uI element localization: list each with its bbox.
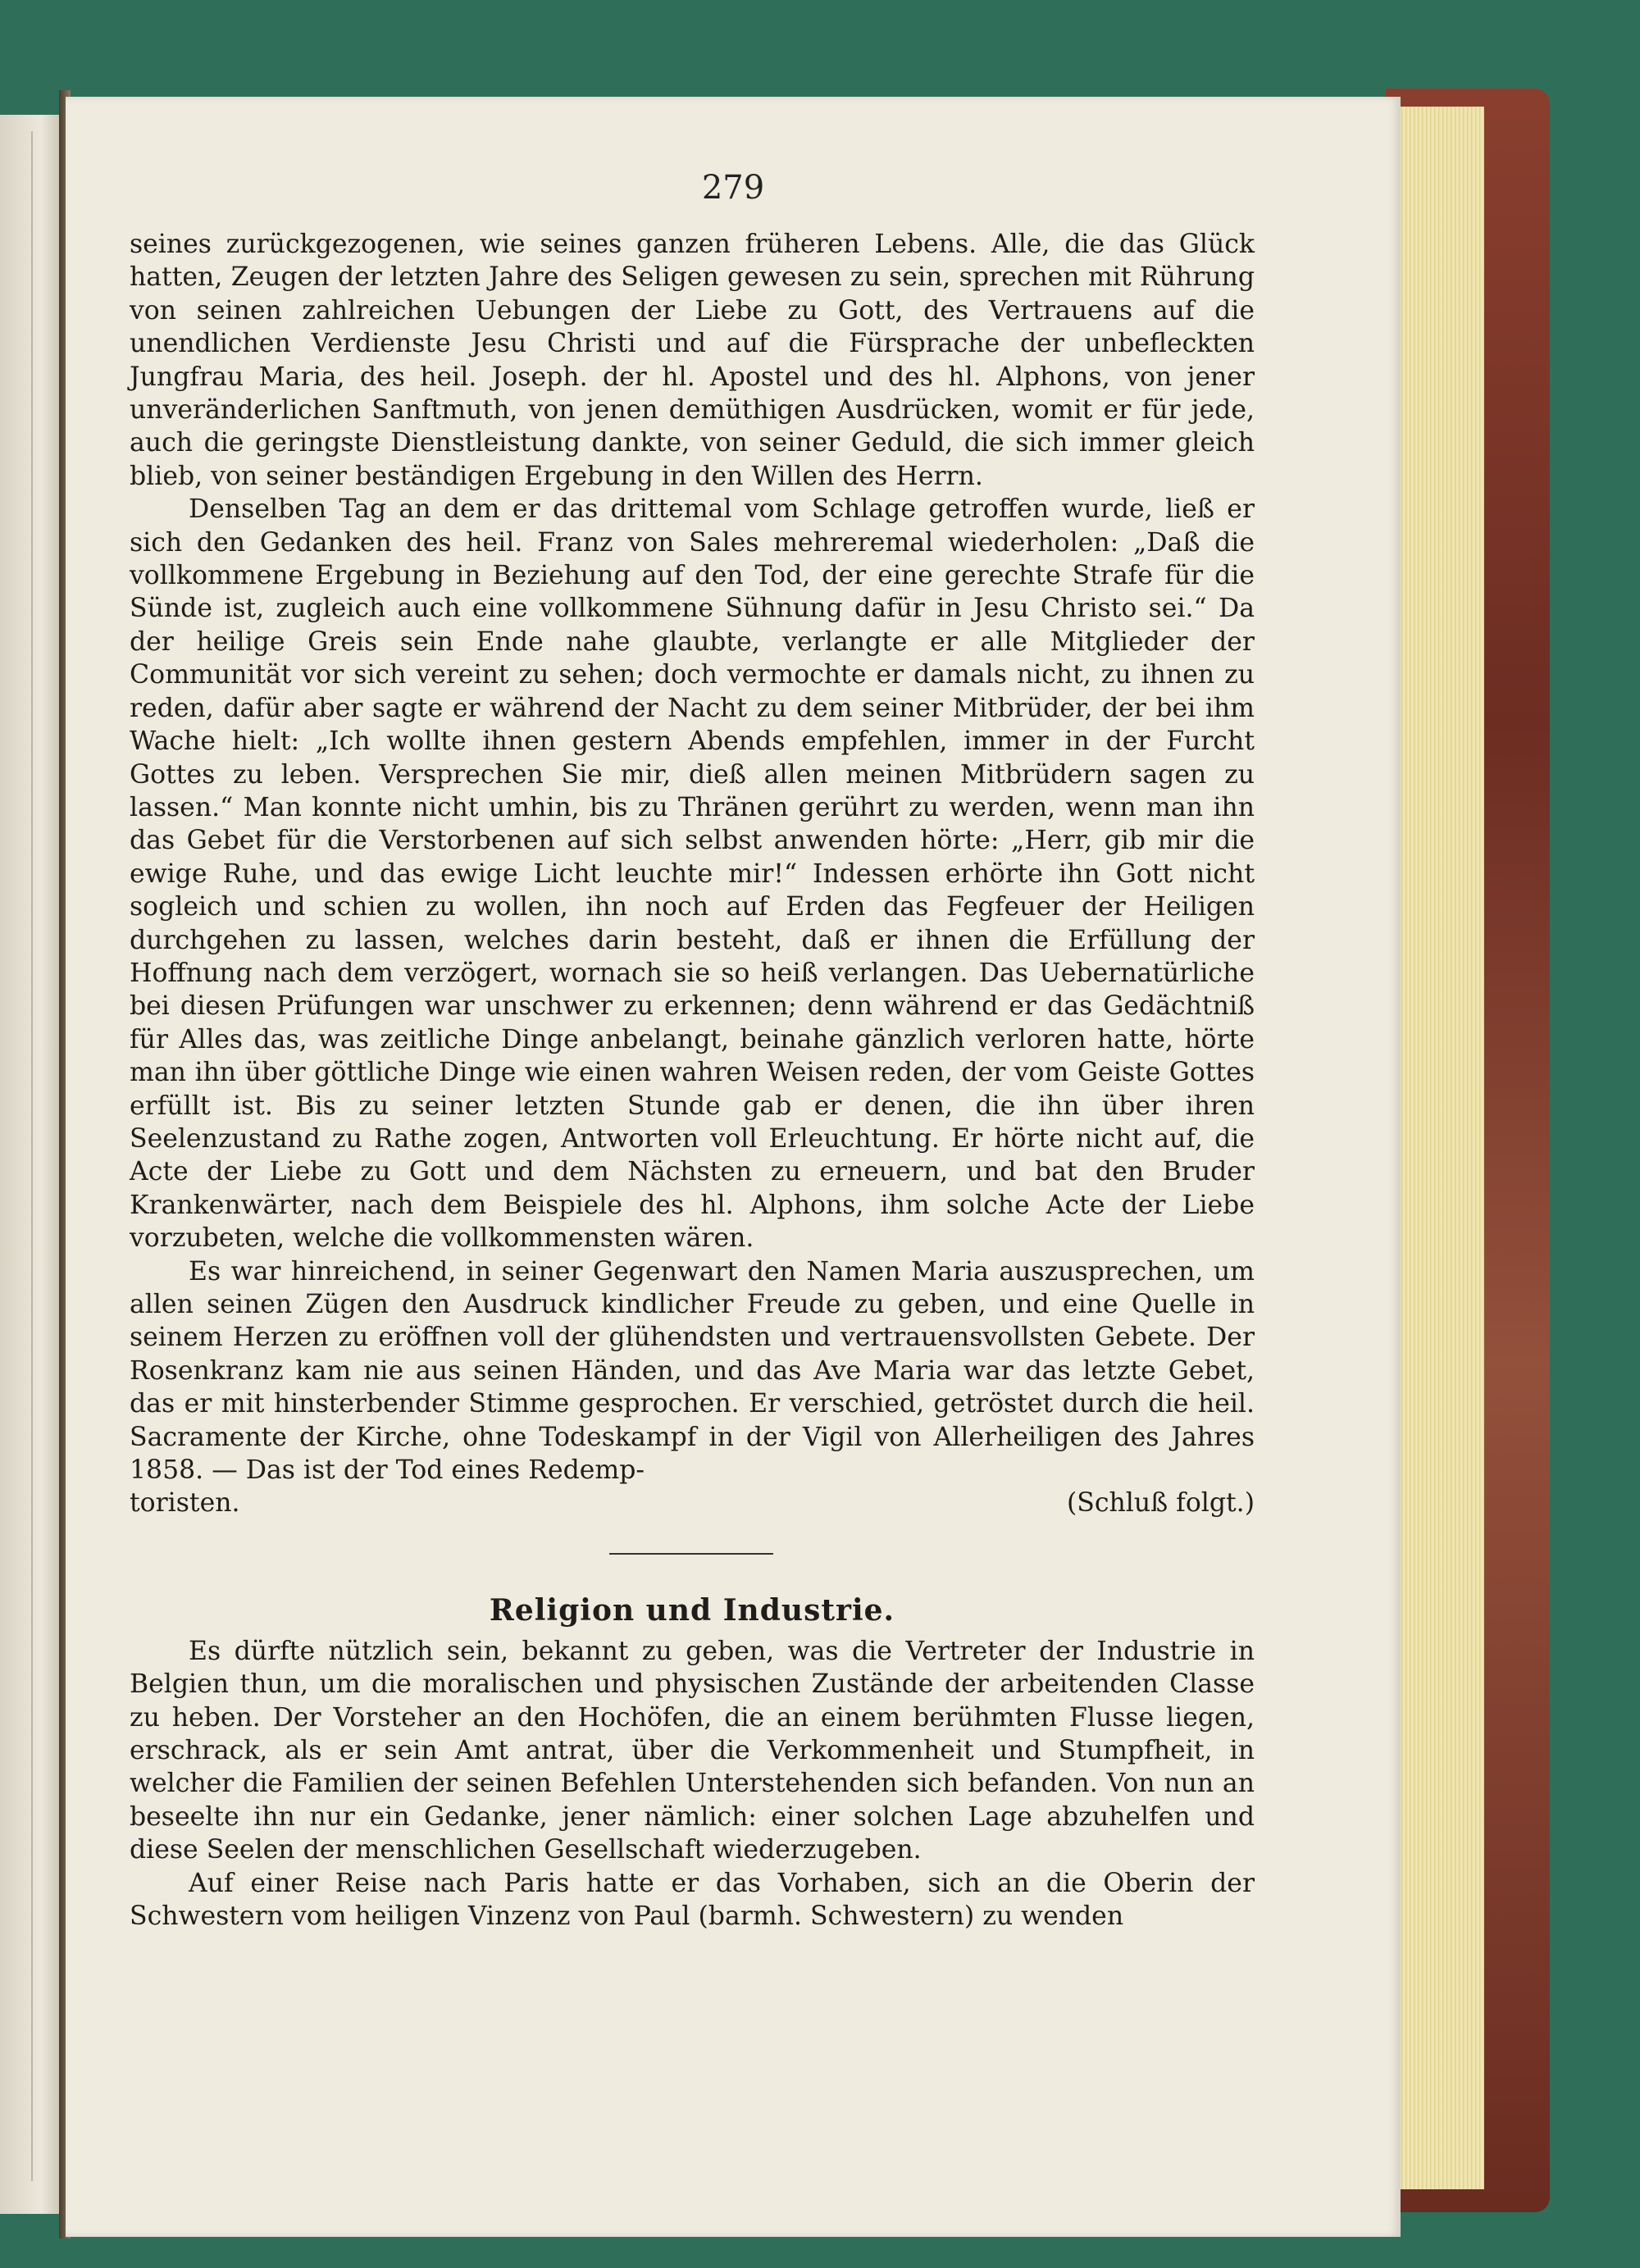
book-page — [66, 97, 1401, 2237]
section-divider — [609, 1553, 773, 1555]
continuation-note: (Schluß folgt.) — [1066, 1488, 1255, 1519]
section-heading: Religion und Industrie. — [489, 1592, 895, 1628]
section-divider-wrap — [130, 1520, 1255, 1586]
paragraph: Es war hinreichend, in seiner Gegenwart den Namen Maria auszusprechen, um allen seinen Zügen den Ausdruck kindlicher Freude zu geben, und eine Quelle in seinem Herzen zu eröffnen voll der glühendsten und vertrauensvollsten Gebete. Der Rosenkranz kam nie aus seinen Händen, und das Ave Maria war das letzte Gebet, das er mit hinsterbender Stimme gesprochen. Er verschied, getröstet durch die heil. Sacramente der Kirche, ohne Todeskampf in der Vigil von Allerheiligen des Jahres 1858. — Das ist der Tod eines Redemp- — [130, 1256, 1255, 1486]
left-page-line — [31, 131, 33, 2181]
page-edges — [1394, 107, 1484, 2189]
paragraph: seines zurückgezogenen, wie seines ganzen früheren Lebens. Alle, die das Glück hatten, Zeugen der letzten Jahre des Seligen gewesen zu sein, sprechen mit Rührung von seinen zahlreichen Uebungen der Liebe zu Gott, des Vertrauens auf die unendlichen Verdienste Jesu Christi und auf die Fürsprache der unbefleckten Jungfrau Maria, des heil. Joseph. der hl. Apostel und des hl. Alphons, von jener unveränderlichen Sanftmuth, von jenen demüthigen Ausdrücken, womit er für jede, auch die geringste Dienstleistung dankte, von seiner Geduld, die sich immer gleich blieb, von seiner beständigen Ergebung in den Willen des Herrn. — [130, 230, 1255, 491]
paragraph: Es dürfte nützlich sein, bekannt zu geben, was die Vertreter der Industrie in Belgien thun, um die moralischen und physischen Zustände der arbeitenden Classe zu heben. Der Vorsteher an den Hochöfen, die an einem berühmten Flusse liegen, erschrack, als er sein Amt antrat, über die Verkommenheit und Stumpfheit, in welcher die Familien der seinen Befehlen Unterstehenden sich befanden. Von nun an beseelte ihn nur ein Gedanke, jener nämlich: einer solchen Lage abzuhelfen und diese Seelen der menschlichen Gesellschaft wiederzugeben. — [130, 1636, 1255, 1865]
final-word: toristen. — [130, 1488, 240, 1519]
page-text — [130, 228, 1255, 1933]
paragraph: Auf einer Reise nach Paris hatte er das Vorhaben, sich an die Oberin der Schwestern vom heiligen Vinzenz von Paul (barmh. Schwestern) zu wenden — [130, 1868, 1255, 1932]
paragraph-end-line — [130, 1487, 1255, 1519]
page-number: 279 — [701, 169, 765, 207]
paragraph: Denselben Tag an dem er das drittemal vom Schlage getroffen wurde, ließ er sich den Gedanken des heil. Franz von Sales mehreremal wiederholen: „Daß die vollkommene Ergebung in Beziehung auf den Tod, der eine gerechte Strafe für die Sünde ist, zugleich auch eine vollkommene Sühnung dafür in Jesu Christo sei.“ Da der heilige Greis sein Ende nahe glaubte, verlangte er alle Mitglieder der Communität vor sich vereint zu sehen; doch vermochte er damals nicht, zu ihnen zu reden, dafür aber sagte er während der Nacht zu dem seiner Mitbrüder, der bei ihm Wache hielt: „Ich wollte ihnen gestern Abends empfehlen, immer in der Furcht Gottes zu leben. Versprechen Sie mir, dieß allen meinen Mitbrüdern sagen zu lassen.“ Man konnte nicht umhin, bis zu Thränen gerührt zu werden, wenn man ihn das Gebet für die Verstorbenen auf sich selbst anwenden hörte: „Herr, gib mir die ewige Ruhe, und das ewige Licht leuchte mir!“ Indessen erhörte ihn Gott nicht sogleich und schien zu wollen, ihn noch auf Erden das Fegfeuer der Heiligen durchgehen zu lassen, welches darin besteht, daß er ihnen die Erfüllung der Hoffnung nach dem verzögert, wornach sie so heiß verlangen. Das Uebernatürliche bei diesen Prüfungen war unschwer zu erkennen; denn während er das Gedächtniß für Alles das, was zeitliche Dinge anbelangt, beinahe gänzlich verloren hatte, hörte man ihn über göttliche Dinge wie einen wahren Weisen reden, der vom Geiste Gottes erfüllt ist. Bis zu seiner letzten Stunde gab er denen, die ihn über ihren Seelenzustand zu Rathe zogen, Antworten voll Erleuchtung. Er hörte nicht auf, die Acte der Liebe zu Gott und dem Nächsten zu erneuern, und bat den Bruder Krankenwärter, nach dem Beispiele des hl. Alphons, ihm solche Acte der Liebe vorzubeten, welche die vollkommensten wären. — [130, 494, 1255, 1254]
